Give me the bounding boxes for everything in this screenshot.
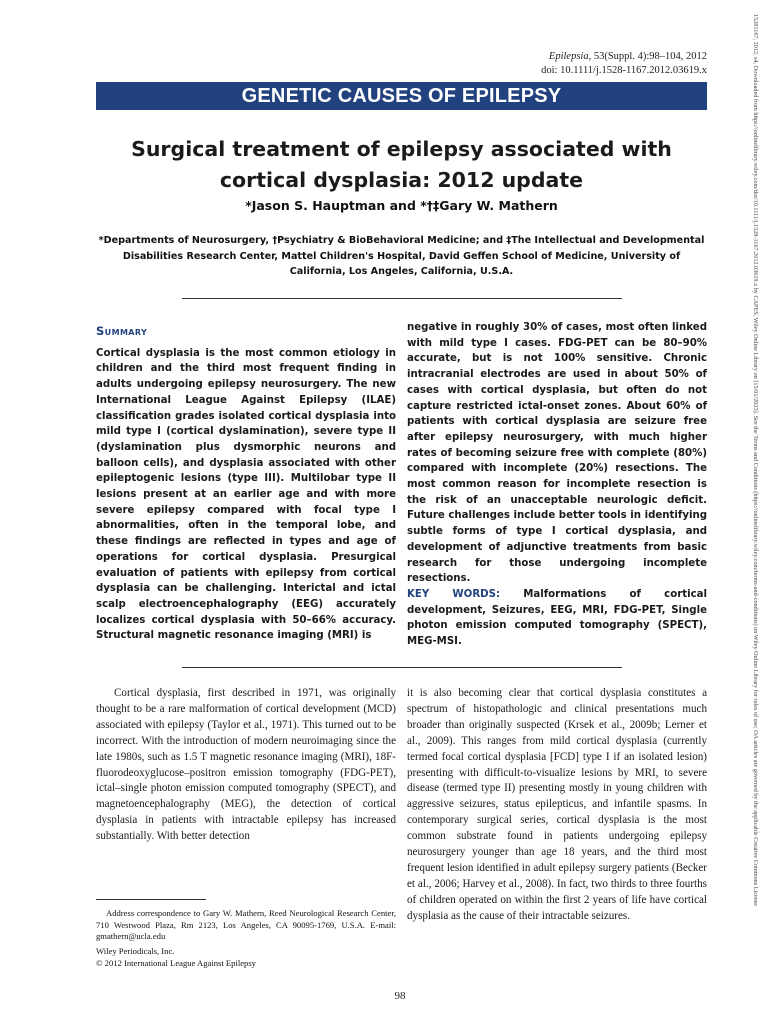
article-title: Surgical treatment of epilepsy associated with cortical dysplasia: 2012 update [131, 137, 672, 192]
body-right-column [407, 686, 707, 925]
publisher-info [96, 946, 396, 969]
download-notice-text: 15281167, 2012, s4, Downloaded from https://onlinelibrary.wiley.com/doi/10.1111/j.1528-1167.2012.03619.x by CAPES, Wiley Online Library on [15/01/2023]. See the Terms and Conditions (https://onlinelibrary.wiley.com/terms-and-conditions) on Wiley Online Library for rules of use; OA articles are governed by the applicable Creative Commons License [752, 14, 759, 906]
author-affiliations: *Departments of Neurosurgery, †Psychiatry & BioBehavioral Medicine; and ‡The Intellectual and Developmental Disabilities Research Center, Mattel Children's Hospital, David Geffen School of Medicine, University of California, Los Angeles, California, U.S.A. [98, 235, 705, 278]
footnote [96, 908, 396, 943]
article-authors: *Jason S. Hauptman and *†‡Gary W. Mathern [245, 198, 558, 213]
summary-left-column [96, 320, 396, 644]
keywords-list: Malformations of cortical development, Seizures, EEG, MRI, FDG-PET, Single photon emission computed tomography (SPECT), MEG-MSI. [407, 588, 708, 648]
summary-bottom-rule [182, 667, 622, 668]
copyright-line: © 2012 International League Against Epilepsy [96, 957, 256, 968]
summary-left-text: Cortical dysplasia is the most common etiology in children and the third most frequent finding in adults undergoing epilepsy neurosurgery. The new International League Against Epilepsy (ILAE) classification grades isolated cortical dysplasia into mild type I (cortical dyslamination), severe type II (dyslamination plus dysmorphic neurons and balloon cells), and dysplasia associated with other epileptogenic lesions (type III). Multilobar type II lesions present at an earlier age and with more severe epilepsy compared with focal type I abnormalities, often in the temporal lobe, and these findings are reflected in types and age of operations for cortical dysplasia. Presurgical evaluation of patients with epilepsy from cortical dysplasia can be challenging. Interictal and ictal scalp electroencephalography (EEG) accurately localizes cortical dysplasia with 50–66% accuracy. Structural magnetic resonance imaging (MRI) is [96, 347, 396, 642]
body-paragraph: it is also becoming clear that cortical dysplasia constitutes a spectrum of histopathologic and clinical presentations much broader than originally suspected (Krsek et al., 2009b; Lerner et al., 2009). This ranges from mild cortical dysplasia (currently termed focal cortical dysplasia [FCD] type I if an isolated lesion) presenting with difficult-to-visualize lesions by MRI, to severe disease (termed type II) presenting mostly in young children with aggressive seizures, status epilepticus, and infantile spasms. In contemporary surgical series, cortical dysplasia is the most common substrate found in patients undergoing epilepsy neurosurgery younger than age 18 years, and the third most frequent lesion identified in adult epilepsy surgery patients (Becker et al., 2006; Harvey et al., 2008). In fact, two thirds to three fourths of children operated on within the first 2 years of life have cortical dysplasia as the cause of their intractable seizures. [407, 687, 707, 922]
journal-volume: , 53(Suppl. 4):98–104, 2012 [588, 51, 707, 62]
summary-heading: Summary [96, 324, 148, 338]
page-number: 98 [394, 990, 406, 1002]
download-notice-strip [752, 14, 766, 1014]
keywords-label: KEY WORDS: [407, 588, 501, 600]
section-banner: GENETIC CAUSES OF EPILEPSY [96, 82, 707, 110]
body-paragraph: Cortical dysplasia, first described in 1971, was originally thought to be a rare malformation of cortical development (MCD) associated with epilepsy (Taylor et al., 1971). This turned out to be incorrect. With the introduction of modern neuroimaging since the late 1980s, such as 1.5 T magnetic resonance imaging (MRI), 18F-fluorodeoxyglucose–positron emission tomography (FDG-PET), ictal–single photon emission computed tomography (SPECT), and magnetoencephalography (MEG), the detection of cortical dysplasia in patients with intractable epilepsy has increased substantially. With better detection [96, 687, 396, 843]
summary-top-rule [182, 298, 622, 299]
summary-right-column [407, 320, 707, 650]
keywords [407, 587, 707, 650]
journal-doi: doi: 10.1111/j.1528-1167.2012.03619.x [541, 65, 707, 76]
journal-name: Epilepsia [548, 51, 589, 62]
journal-reference [541, 50, 707, 78]
publisher-name: Wiley Periodicals, Inc. [96, 946, 175, 956]
journal-citation [541, 50, 707, 64]
correspondence-address: Address correspondence to Gary W. Mathern, Reed Neurological Research Center, 710 Westwood Plaza, Rm 2123, Los Angeles, CA 90095-1769, U.S.A. E-mail: gmathern@ucla.edu [96, 908, 396, 942]
body-left-column [96, 686, 396, 845]
summary-right-text: negative in roughly 30% of cases, most often linked with mild type I cases. FDG-PET can be 80–90% accurate, but is not 100% sensitive. Chronic intracranial electrodes are used in about 50% of cases with cortical dysplasia, but often do not capture restricted ictal-onset zones. About 60% of patients with cortical dysplasia are seizure free after epilepsy neurosurgery, with much higher rates of becoming seizure free with complete (80%) compared with incomplete (20%) resections. The most common reason for incomplete resection is the risk of an unacceptable neurologic deficit. Future challenges include better tools in identifying subtle forms of type I cortical dysplasia, and development of adjunctive treatments from basic research for those undergoing incomplete resections. [407, 322, 707, 585]
footnote-rule [96, 899, 206, 900]
